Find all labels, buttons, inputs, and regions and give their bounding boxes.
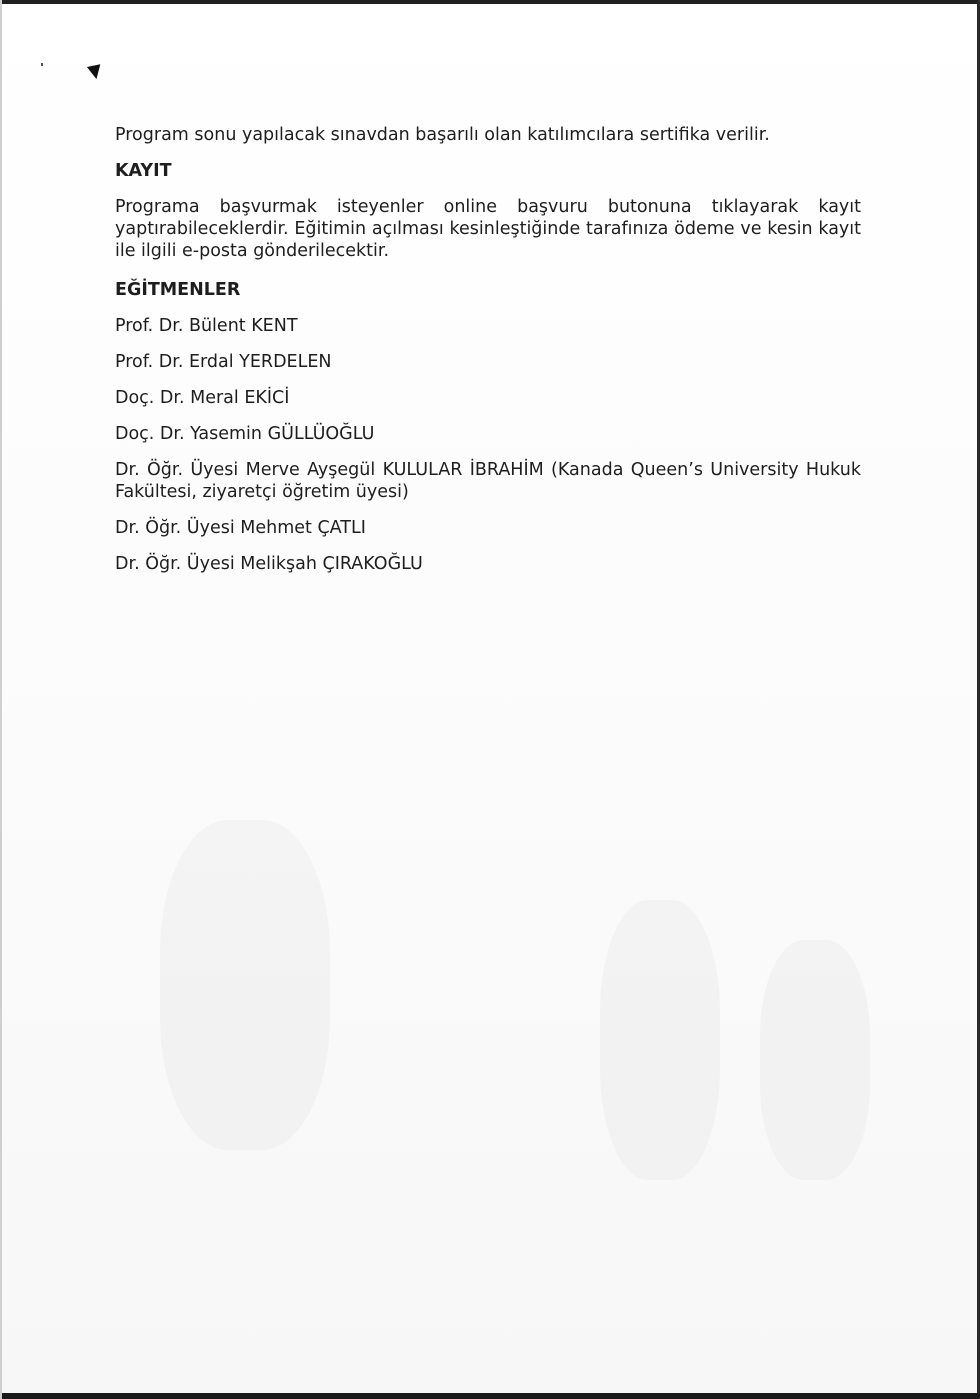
intro-paragraph: Program sonu yapılacak sınavdan başarılı olan katılımcılara sertifika verilir. xyxy=(115,125,770,145)
instructor-item: Dr. Öğr. Üyesi Merve Ayşegül KULULAR İBRAHİM (Kanada Queen’s University Hukuk Fakültesi, ziyaretçi öğretim üyesi) xyxy=(115,460,861,502)
scan-speck xyxy=(41,63,43,66)
registration-paragraph: Programa başvurmak isteyenler online başvuru butonuna tıklayarak kayıt yaptırabileceklerdir. Eğitimin açılması kesinleştiğinde tarafınıza ödeme ve kesin kayıt ile ilgili e-posta gönderilecektir. xyxy=(115,197,861,261)
registration-heading: KAYIT xyxy=(115,161,172,181)
scan-border-left xyxy=(0,0,2,1399)
instructor-item: Prof. Dr. Bülent KENT xyxy=(115,316,298,336)
scan-border-top xyxy=(0,0,980,4)
instructor-item: Doç. Dr. Yasemin GÜLLÜOĞLU xyxy=(115,424,375,444)
document-body xyxy=(115,124,861,589)
show-through-shadow xyxy=(160,820,330,1150)
instructor-item: Dr. Öğr. Üyesi Melikşah ÇIRAKOĞLU xyxy=(115,554,423,574)
instructor-item: Doç. Dr. Meral EKİCİ xyxy=(115,388,290,408)
scan-mark-icon: ▼ xyxy=(85,59,104,84)
show-through-shadow xyxy=(600,900,720,1180)
instructors-heading: EĞİTMENLER xyxy=(115,280,241,300)
scan-border-bottom xyxy=(0,1393,980,1399)
instructor-item: Prof. Dr. Erdal YERDELEN xyxy=(115,352,332,372)
show-through-shadow xyxy=(760,940,870,1180)
instructor-item: Dr. Öğr. Üyesi Mehmet ÇATLI xyxy=(115,518,366,538)
